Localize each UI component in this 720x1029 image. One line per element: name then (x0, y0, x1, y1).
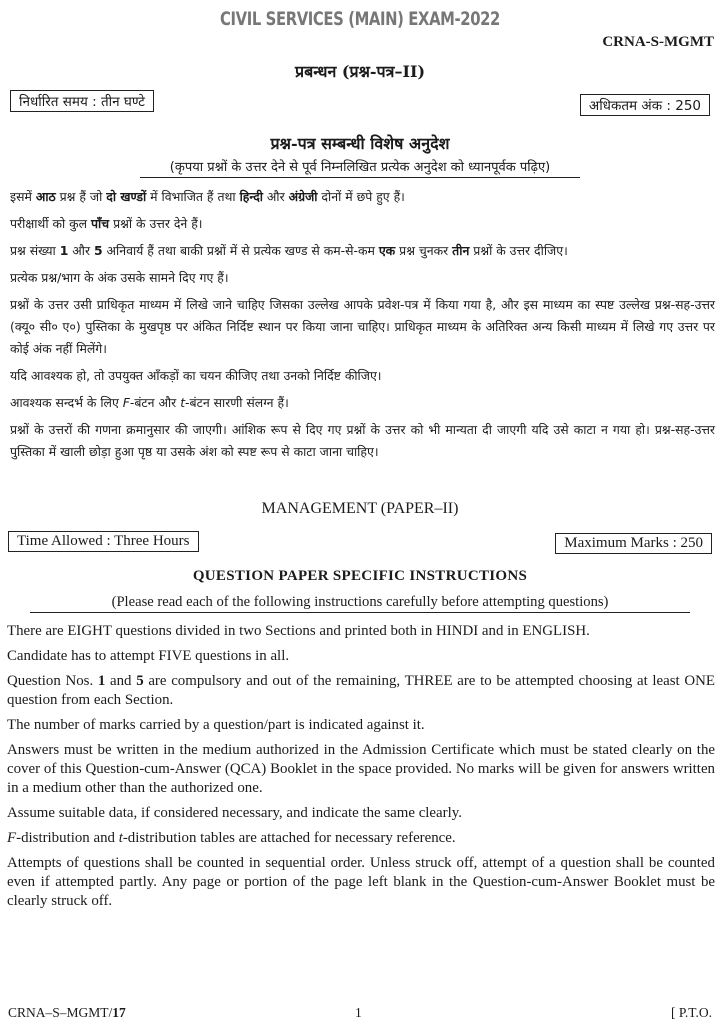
instructions-note-hindi: (कृपया प्रश्नों के उत्तर देने से पूर्व निम्नलिखित प्रत्येक अनुदेश को ध्यानपूर्वक पढ़िए) (140, 157, 580, 178)
english-instruction-8: Attempts of questions shall be counted in sequential order. Unless struck off, attempt of a question shall be counted even if attempted partly. Any page or portion of the page left blank in the Question-cum-Answer Booklet must be clearly struck off. (7, 855, 715, 909)
paper-subtitle-hindi: प्रबन्धन (प्रश्न-पत्र–II) (294, 62, 426, 81)
instructions-body-hindi (10, 186, 715, 468)
time-allowed-hindi: निर्धारित समय : तीन घण्टे (10, 90, 154, 112)
instructions-heading-hindi: प्रश्न-पत्र सम्बन्धी विशेष अनुदेश (270, 134, 450, 153)
page-number: 1 (355, 1005, 362, 1020)
english-instruction-5: Answers must be written in the medium authorized in the Admission Certificate which must be stated clearly on the cover of this Question-cum-Answer (QCA) Booklet in the space provided. No marks will be given for answers written in a medium other than the authorized one. (7, 742, 715, 796)
english-instruction-4: The number of marks carried by a question/part is indicated against it. (7, 717, 425, 733)
please-turn-over: [ P.T.O. (670, 1005, 712, 1020)
paper-title-english: MANAGEMENT (PAPER–II) (261, 500, 459, 517)
hindi-instruction-4: प्रत्येक प्रश्न/भाग के अंक उसके सामने दिए गए हैं। (10, 270, 229, 285)
exam-title: CIVIL SERVICES (MAIN) EXAM-2022 (220, 8, 500, 30)
hindi-instruction-7: आवश्यक सन्दर्भ के लिए F-बंटन और t-बंटन सारणी संलग्न हैं। (10, 395, 289, 410)
instructions-heading-english: QUESTION PAPER SPECIFIC INSTRUCTIONS (192, 568, 528, 584)
footer-paper-code: CRNA–S–MGMT/17 (8, 1005, 126, 1020)
hindi-instruction-2: परीक्षार्थी को कुल पाँच प्रश्नों के उत्तर देने हैं। (10, 216, 203, 231)
hindi-instruction-8: प्रश्नों के उत्तरों की गणना क्रमानुसार की जाएगी। आंशिक रूप से दिए गए प्रश्नों के उत्तर को भी मान्यता दी जाएगी यदि उसे काटा न गया हो। प्रश्न-सह-उत्तर पुस्तिका में खाली छोड़ा हुआ पृष्ठ या उसके अंश को स्पष्ट रूप से काटा जाना चाहिए। (10, 422, 715, 459)
instructions-body-english (7, 622, 715, 917)
english-instruction-7: F-distribution and t-distribution tables are attached for necessary reference. (7, 830, 456, 846)
hindi-instruction-6: यदि आवश्यक हो, तो उपयुक्त आँकड़ों का चयन कीजिए तथा उनको निर्दिष्ट कीजिए। (10, 368, 382, 383)
paper-code: CRNA-S-MGMT (602, 34, 714, 50)
maximum-marks-english: Maximum Marks : 250 (555, 533, 712, 554)
english-instruction-2: Candidate has to attempt FIVE questions in all. (7, 648, 290, 664)
time-allowed-english: Time Allowed : Three Hours (8, 531, 199, 552)
english-instruction-6: Assume suitable data, if considered necessary, and indicate the same clearly. (7, 805, 462, 821)
english-instruction-3: Question Nos. 1 and 5 are compulsory and out of the remaining, THREE are to be attempted choosing at least ONE question from each Section. (7, 673, 715, 708)
hindi-instruction-1: इसमें आठ प्रश्न हैं जो दो खण्डों में विभाजित हैं तथा हिन्दी और अंग्रेजी दोनों में छपे हुए हैं। (10, 189, 405, 204)
english-instruction-1: There are EIGHT questions divided in two Sections and printed both in HINDI and in ENGLISH. (7, 623, 590, 639)
hindi-instruction-5: प्रश्नों के उत्तर उसी प्राधिकृत माध्यम में लिखे जाने चाहिए जिसका उल्लेख आपके प्रवेश-पत्र में किया गया है, और इस माध्यम का स्पष्ट उल्लेख प्रश्न-सह-उत्तर (क्यू० सी० ए०) पुस्तिका के मुखपृष्ठ पर अंकित निर्दिष्ट स्थान पर किया जाना चाहिए। प्राधिकृत माध्यम के अतिरिक्त अन्य किसी माध्यम में लिखे गए उत्तर पर कोई अंक नहीं मिलेंगे। (10, 297, 715, 356)
instructions-note-english: (Please read each of the following instructions carefully before attempting questions) (30, 594, 690, 613)
maximum-marks-hindi: अधिकतम अंक : 250 (580, 94, 710, 116)
hindi-instruction-3: प्रश्न संख्या 1 और 5 अनिवार्य हैं तथा बाकी प्रश्नों में से प्रत्येक खण्ड से कम-से-कम एक प्रश्न चुनकर तीन प्रश्नों के उत्तर दीजिए। (10, 243, 568, 258)
